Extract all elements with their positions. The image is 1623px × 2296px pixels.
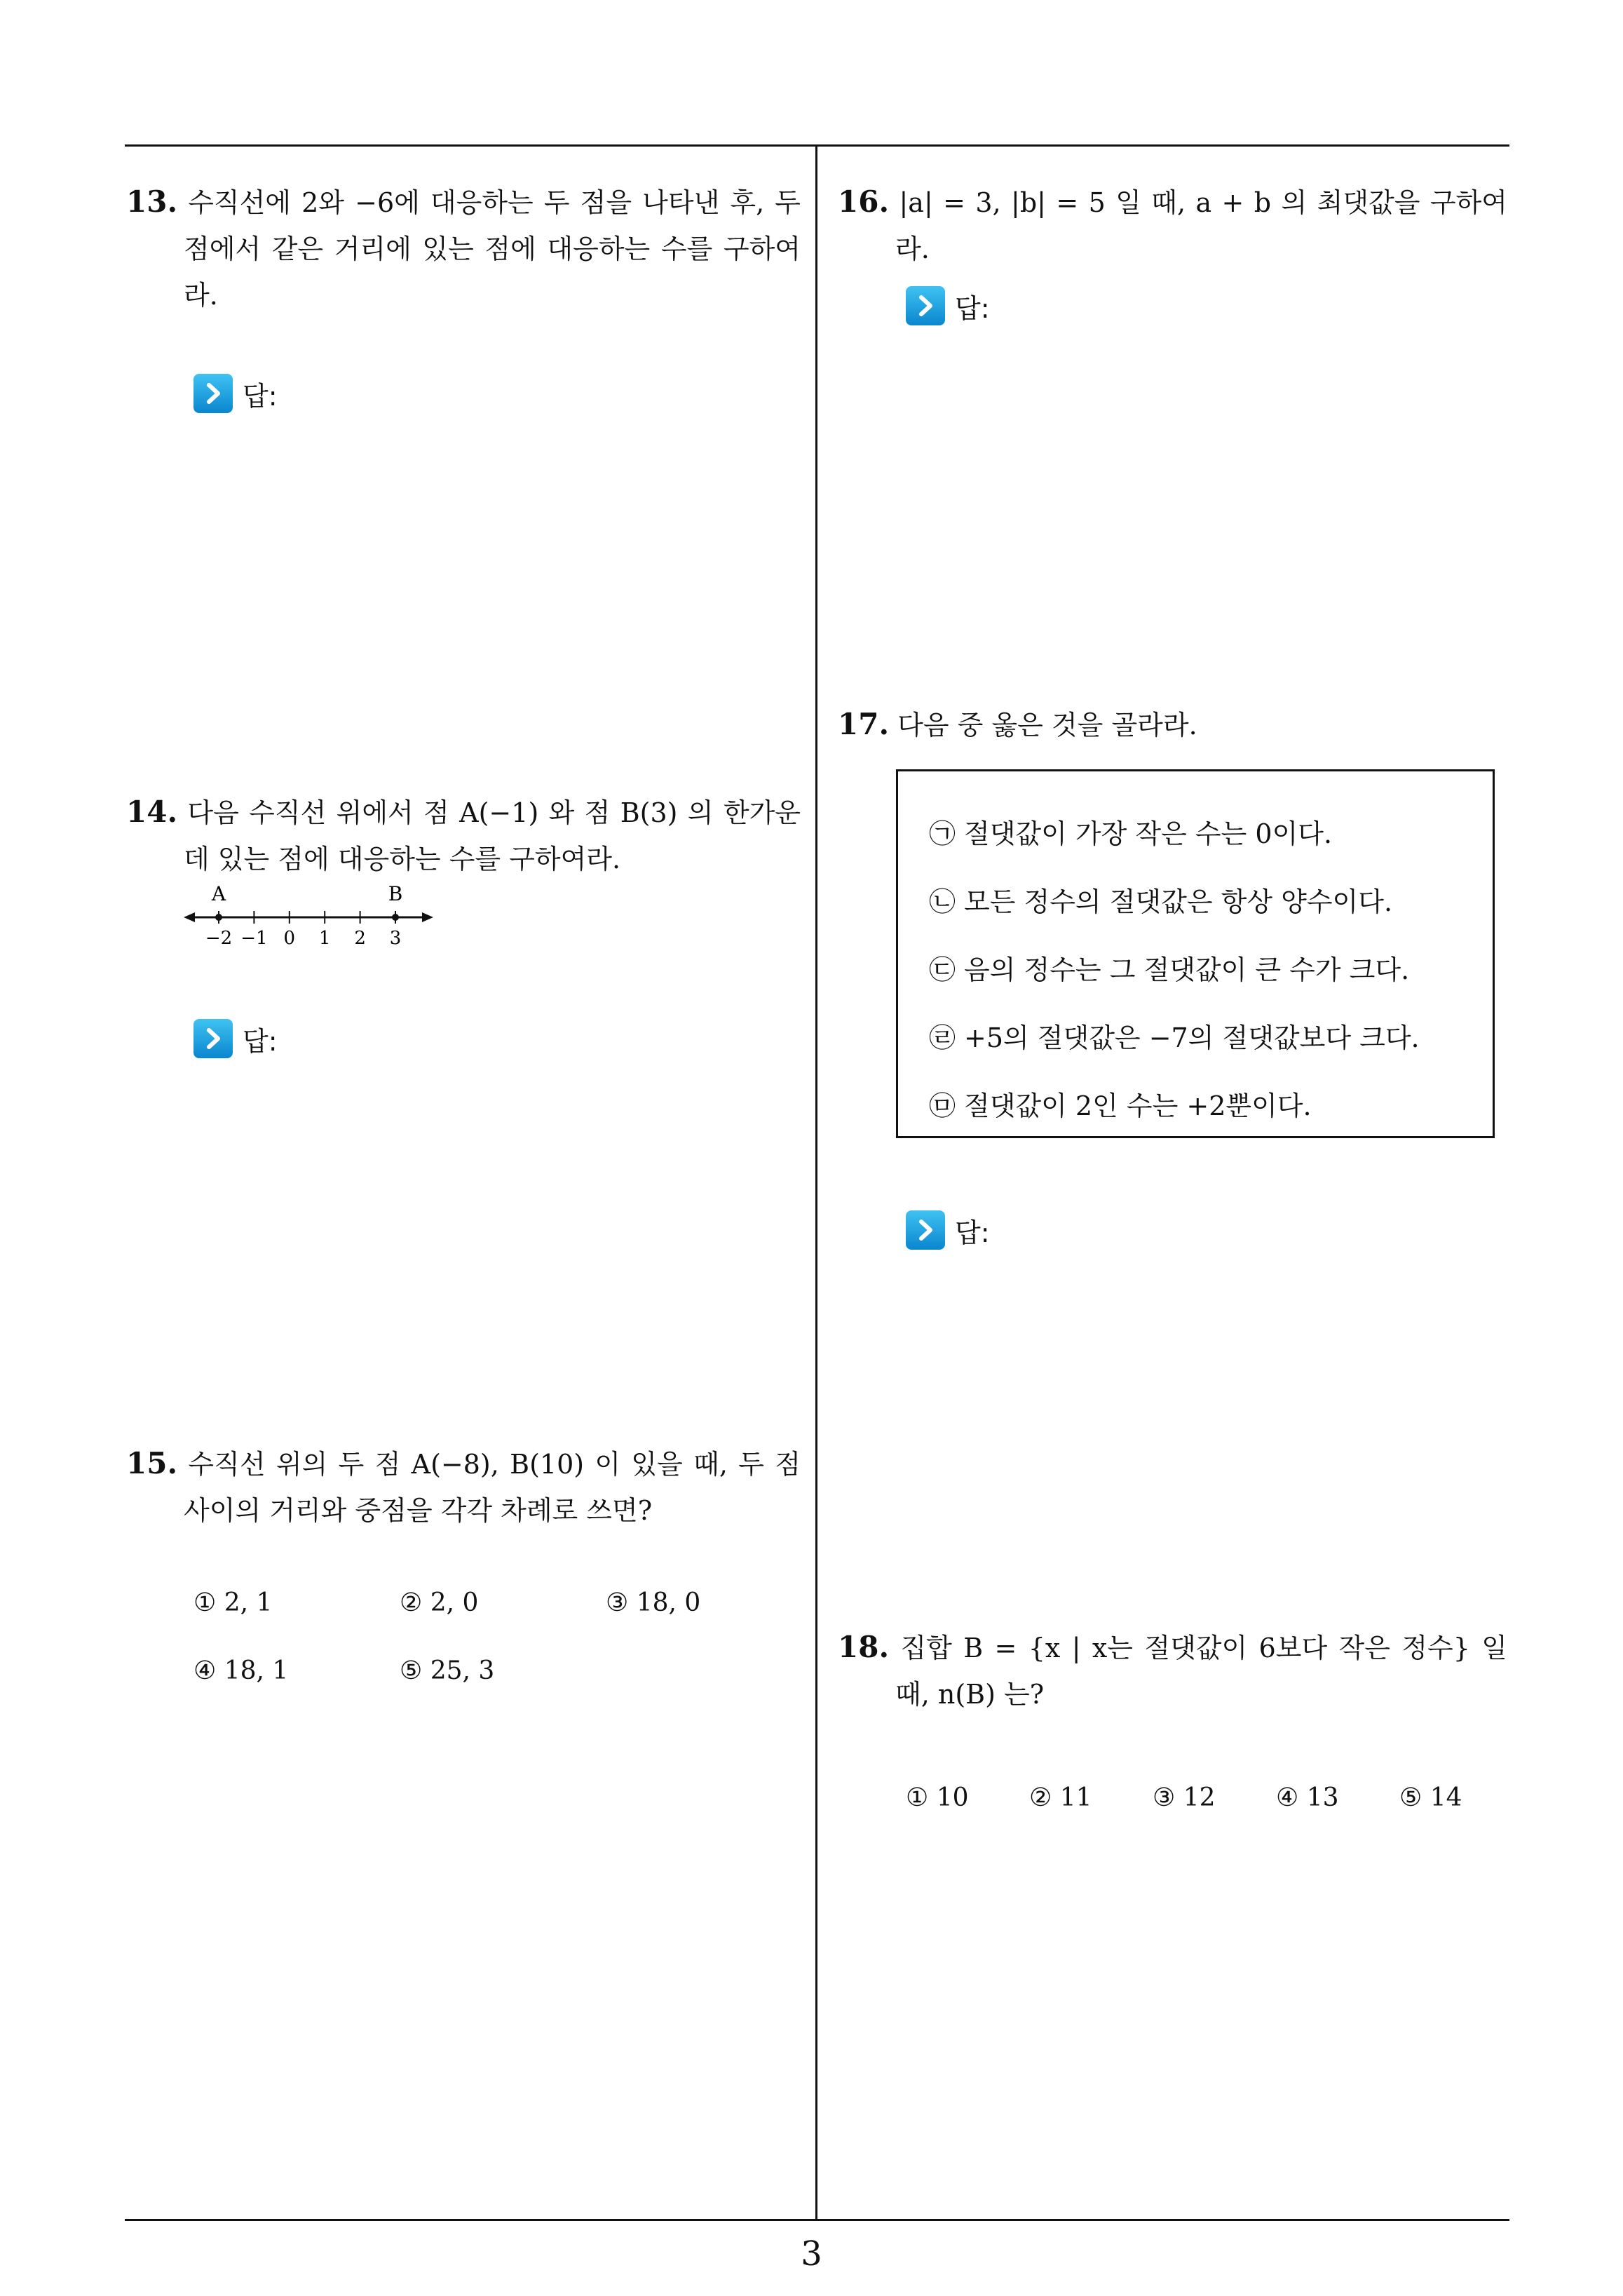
chevron-right-icon <box>906 1210 945 1250</box>
question-number: 15. <box>126 1446 178 1480</box>
statement-text: +5의 절댓값은 −7의 절댓값보다 크다. <box>964 1022 1420 1053</box>
number-line-tick-label: 2 <box>354 928 366 948</box>
question-16 <box>838 179 1507 272</box>
statement-4 <box>929 1016 1420 1055</box>
chevron-right-icon <box>193 1019 233 1058</box>
question-number: 17. <box>838 707 890 741</box>
number-line-figure <box>184 885 436 948</box>
number-line-tick-label: −1 <box>240 928 268 948</box>
choice-4[interactable]: ④ 13 <box>1276 1783 1339 1812</box>
question-number: 16. <box>838 184 890 219</box>
question-text: 집합 B = {x | x는 절댓값이 6보다 작은 정수} 일 때, n(B) 는? <box>895 1633 1507 1710</box>
number-line-tick-label: 0 <box>283 928 296 948</box>
choice-1[interactable]: ① 2, 1 <box>193 1588 273 1617</box>
question-text: 다음 중 옳은 것을 골라라. <box>897 710 1197 741</box>
question-text: 다음 수직선 위에서 점 A(−1) 와 점 B(3) 의 한가운데 있는 점에 대응하는 수를 구하여라. <box>184 797 801 874</box>
choice-5[interactable]: ⑤ 14 <box>1399 1783 1462 1812</box>
question-text: 수직선에 2와 −6에 대응하는 두 점을 나타낸 후, 두 점에서 같은 거리에 있는 점에 대응하는 수를 구하여라. <box>184 187 801 311</box>
choice-1[interactable]: ① 10 <box>906 1783 969 1812</box>
point-a-dot <box>215 914 222 921</box>
choice-5[interactable]: ⑤ 25, 3 <box>400 1656 495 1685</box>
chevron-right-icon <box>906 286 945 325</box>
point-label-a: A <box>211 885 226 905</box>
question-13 <box>126 179 801 318</box>
point-b-dot <box>392 914 399 921</box>
answer-label: 답: <box>243 1025 278 1057</box>
number-line-tick-label: 3 <box>389 928 402 948</box>
choice-3[interactable]: ③ 12 <box>1153 1783 1216 1812</box>
arrow-right-icon <box>422 912 433 922</box>
statement-text: 절댓값이 2인 수는 +2뿐이다. <box>964 1090 1312 1121</box>
question-14 <box>126 789 801 882</box>
choice-2[interactable]: ② 2, 0 <box>400 1588 479 1617</box>
answer-label: 답: <box>955 292 990 324</box>
column-divider <box>815 144 817 2220</box>
statement-1 <box>929 812 1332 851</box>
question-number: 13. <box>126 184 178 219</box>
answer-label: 답: <box>243 380 278 412</box>
statement-mark: ㉠ <box>929 818 956 849</box>
answer-field-13[interactable] <box>193 374 278 413</box>
statement-text: 음의 정수는 그 절댓값이 큰 수가 크다. <box>964 954 1410 985</box>
question-text: |a| = 3, |b| = 5 일 때, a + b 의 최댓값을 구하여라. <box>895 187 1507 264</box>
answer-field-17[interactable] <box>906 1210 990 1250</box>
statement-2 <box>929 880 1392 919</box>
answer-label: 답: <box>955 1217 990 1248</box>
statement-mark: ㉡ <box>929 886 956 917</box>
number-line-tick-label: −2 <box>205 928 233 948</box>
statement-3 <box>929 948 1409 987</box>
page-number: 3 <box>801 2234 822 2274</box>
point-label-b: B <box>388 885 403 905</box>
statement-box <box>896 769 1495 1138</box>
choice-4[interactable]: ④ 18, 1 <box>193 1656 289 1685</box>
answer-field-14[interactable] <box>193 1019 278 1058</box>
statement-text: 절댓값이 가장 작은 수는 0이다. <box>964 818 1333 849</box>
choice-2[interactable]: ② 11 <box>1029 1783 1092 1812</box>
number-line-tick-label: 1 <box>318 928 331 948</box>
question-15 <box>126 1440 801 1534</box>
question-17 <box>838 701 1507 748</box>
arrow-left-icon <box>184 912 195 922</box>
statement-mark: ㉤ <box>929 1090 956 1121</box>
statement-5 <box>929 1084 1312 1123</box>
question-18 <box>838 1624 1507 1717</box>
statement-mark: ㉣ <box>929 1022 956 1053</box>
question-number: 18. <box>838 1630 890 1664</box>
choice-3[interactable]: ③ 18, 0 <box>606 1588 701 1617</box>
question-text: 수직선 위의 두 점 A(−8), B(10) 이 있을 때, 두 점 사이의 거리와 중점을 각각 차례로 쓰면? <box>184 1449 801 1526</box>
question-number: 14. <box>126 795 178 829</box>
statement-text: 모든 정수의 절댓값은 항상 양수이다. <box>964 886 1393 917</box>
bottom-rule <box>125 2219 1509 2221</box>
statement-mark: ㉢ <box>929 954 956 985</box>
chevron-right-icon <box>193 374 233 413</box>
answer-field-16[interactable] <box>906 286 990 325</box>
